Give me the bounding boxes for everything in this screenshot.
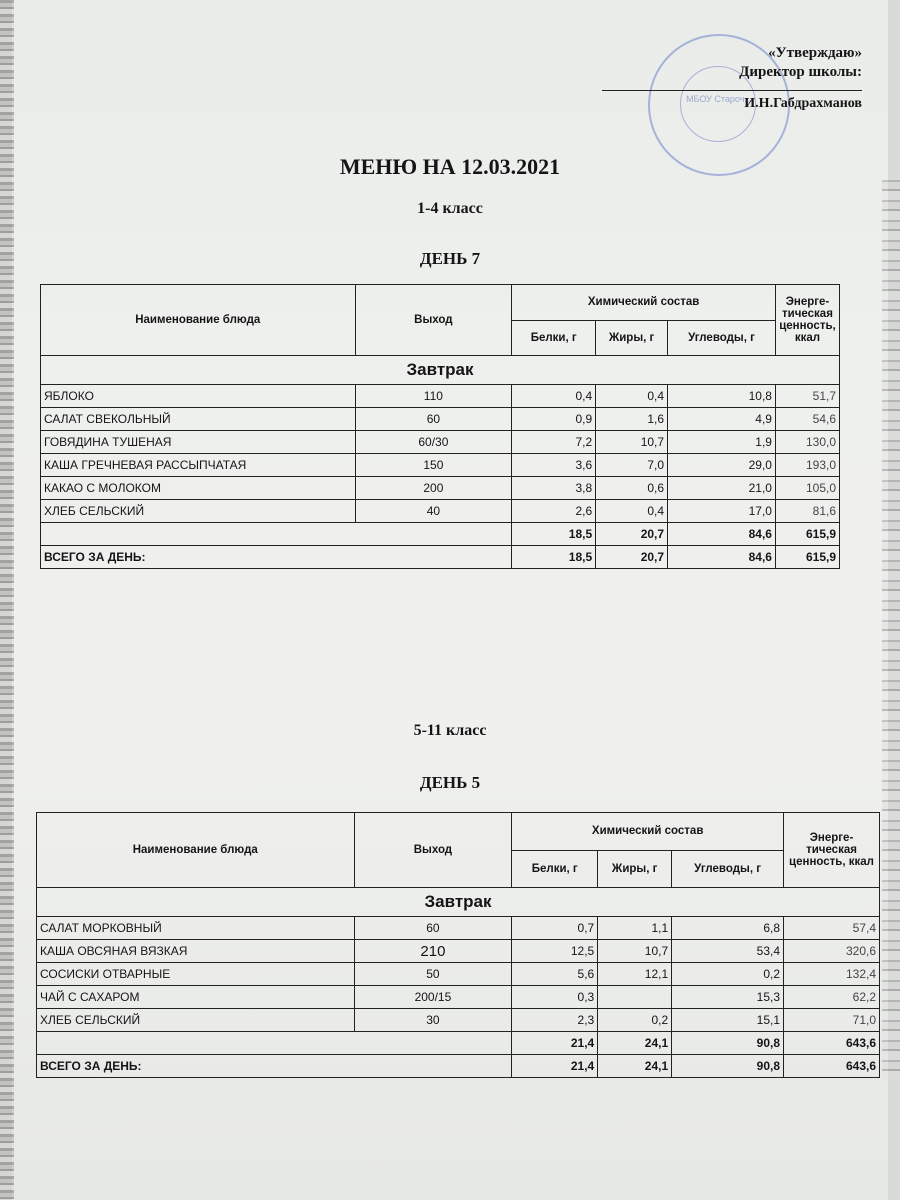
header-protein: Белки, г [512, 320, 596, 356]
dish-fat: 0,2 [598, 1009, 672, 1032]
approval-signer: И.Н.Габдрахманов [602, 90, 862, 113]
header-output: Выход [355, 285, 512, 356]
approval-line-1: «Утверждаю» [768, 45, 862, 61]
dish-protein: 3,6 [512, 454, 596, 477]
dish-carbs: 0,2 [672, 963, 784, 986]
dish-carbs: 6,8 [672, 917, 784, 940]
dish-fat: 1,6 [596, 408, 668, 431]
total-carbs: 84,6 [668, 546, 776, 569]
dish-name: КАША ГРЕЧНЕВАЯ РАССЫПЧАТАЯ [41, 454, 356, 477]
dish-protein: 7,2 [512, 431, 596, 454]
dish-protein: 5,6 [512, 963, 598, 986]
dish-kcal: 54,6 [775, 408, 839, 431]
total-label: ВСЕГО ЗА ДЕНЬ: [37, 1055, 512, 1078]
subtotal-fat: 20,7 [596, 523, 668, 546]
dish-name: ХЛЕБ СЕЛЬСКИЙ [37, 1009, 355, 1032]
dish-output: 150 [355, 454, 512, 477]
dish-fat: 0,6 [596, 477, 668, 500]
dish-fat: 1,1 [598, 917, 672, 940]
dish-output: 200/15 [354, 986, 512, 1009]
dish-name: ХЛЕБ СЕЛЬСКИЙ [41, 500, 356, 523]
dish-output: 60 [355, 408, 512, 431]
dish-output: 60/30 [355, 431, 512, 454]
dish-protein: 3,8 [512, 477, 596, 500]
header-fat: Жиры, г [598, 850, 672, 888]
subtotal-row [37, 1032, 880, 1055]
header-dish: Наименование блюда [37, 813, 355, 888]
subtotal-blank [37, 1032, 512, 1055]
total-kcal: 643,6 [784, 1055, 880, 1078]
total-label: ВСЕГО ЗА ДЕНЬ: [41, 546, 512, 569]
subtotal-row [41, 523, 840, 546]
dish-output: 50 [354, 963, 512, 986]
meal-label: Завтрак [37, 888, 880, 917]
header-chem: Химический состав [512, 285, 776, 321]
dish-fat [598, 986, 672, 1009]
table-row [41, 385, 840, 408]
dish-fat: 0,4 [596, 385, 668, 408]
dish-carbs: 15,3 [672, 986, 784, 1009]
total-carbs: 90,8 [672, 1055, 784, 1078]
approval-line-2: Директор школы: [739, 64, 862, 80]
total-fat: 24,1 [598, 1055, 672, 1078]
table-row [37, 1009, 880, 1032]
dish-name: ГОВЯДИНА ТУШЕНАЯ [41, 431, 356, 454]
table-row [37, 917, 880, 940]
subtotal-protein: 21,4 [512, 1032, 598, 1055]
section-1-day: ДЕНЬ 7 [419, 249, 481, 268]
section-1-class: 1-4 класс [417, 200, 483, 217]
table-row [41, 500, 840, 523]
dish-carbs: 10,8 [668, 385, 776, 408]
header-energy: Энерге-тическая ценность, ккал [784, 813, 880, 888]
approval-block [602, 44, 862, 113]
header-dish: Наименование блюда [41, 285, 356, 356]
dish-kcal: 132,4 [784, 963, 880, 986]
total-protein: 21,4 [512, 1055, 598, 1078]
subtotal-kcal: 643,6 [784, 1032, 880, 1055]
header-protein: Белки, г [512, 850, 598, 888]
dish-carbs: 21,0 [668, 477, 776, 500]
menu-table-2 [36, 812, 880, 1078]
header-chem: Химический состав [512, 813, 784, 851]
dish-protein: 0,3 [512, 986, 598, 1009]
dish-protein: 12,5 [512, 940, 598, 963]
scan-edge-right [882, 180, 900, 1080]
dish-kcal: 193,0 [775, 454, 839, 477]
dish-carbs: 53,4 [672, 940, 784, 963]
total-row [41, 546, 840, 569]
dish-protein: 0,9 [512, 408, 596, 431]
dish-name: КАКАО С МОЛОКОМ [41, 477, 356, 500]
dish-kcal: 320,6 [784, 940, 880, 963]
dish-name: САЛАТ СВЕКОЛЬНЫЙ [41, 408, 356, 431]
dish-fat: 7,0 [596, 454, 668, 477]
dish-fat: 12,1 [598, 963, 672, 986]
dish-name: ЯБЛОКО [41, 385, 356, 408]
dish-protein: 2,6 [512, 500, 596, 523]
dish-kcal: 130,0 [775, 431, 839, 454]
header-output: Выход [354, 813, 512, 888]
section-2-class: 5-11 класс [413, 722, 487, 739]
meal-label: Завтрак [41, 356, 840, 385]
dish-carbs: 4,9 [668, 408, 776, 431]
table-row [41, 477, 840, 500]
dish-kcal: 105,0 [775, 477, 839, 500]
scan-edge-left [0, 0, 14, 1200]
subtotal-carbs: 84,6 [668, 523, 776, 546]
dish-output: 200 [355, 477, 512, 500]
dish-name: САЛАТ МОРКОВНЫЙ [37, 917, 355, 940]
dish-protein: 0,4 [512, 385, 596, 408]
table-row [37, 986, 880, 1009]
subtotal-fat: 24,1 [598, 1032, 672, 1055]
header-fat: Жиры, г [596, 320, 668, 356]
page-title: МЕНЮ НА 12.03.2021 [339, 154, 561, 179]
dish-kcal: 51,7 [775, 385, 839, 408]
dish-output: 210 [354, 940, 512, 963]
dish-output: 110 [355, 385, 512, 408]
header-energy: Энерге-тическая ценность, ккал [775, 285, 839, 356]
table-row [37, 940, 880, 963]
subtotal-kcal: 615,9 [775, 523, 839, 546]
total-protein: 18,5 [512, 546, 596, 569]
dish-kcal: 81,6 [775, 500, 839, 523]
dish-kcal: 71,0 [784, 1009, 880, 1032]
section-2-day: ДЕНЬ 5 [419, 773, 481, 792]
subtotal-carbs: 90,8 [672, 1032, 784, 1055]
dish-output: 30 [354, 1009, 512, 1032]
dish-carbs: 17,0 [668, 500, 776, 523]
table-row [41, 431, 840, 454]
subtotal-blank [41, 523, 512, 546]
dish-output: 60 [354, 917, 512, 940]
dish-kcal: 57,4 [784, 917, 880, 940]
dish-name: СОСИСКИ ОТВАРНЫЕ [37, 963, 355, 986]
table-row [41, 408, 840, 431]
header-carbs: Углеводы, г [672, 850, 784, 888]
subtotal-protein: 18,5 [512, 523, 596, 546]
dish-fat: 0,4 [596, 500, 668, 523]
total-kcal: 615,9 [775, 546, 839, 569]
dish-name: КАША ОВСЯНАЯ ВЯЗКАЯ [37, 940, 355, 963]
total-row [37, 1055, 880, 1078]
dish-kcal: 62,2 [784, 986, 880, 1009]
table-row [37, 963, 880, 986]
dish-output: 40 [355, 500, 512, 523]
dish-carbs: 29,0 [668, 454, 776, 477]
total-fat: 20,7 [596, 546, 668, 569]
dish-carbs: 15,1 [672, 1009, 784, 1032]
dish-fat: 10,7 [596, 431, 668, 454]
dish-name: ЧАЙ С САХАРОМ [37, 986, 355, 1009]
dish-protein: 0,7 [512, 917, 598, 940]
dish-protein: 2,3 [512, 1009, 598, 1032]
dish-fat: 10,7 [598, 940, 672, 963]
menu-table-1 [40, 284, 840, 569]
stamp-text: МБОУ Староч... [686, 94, 752, 104]
header-carbs: Углеводы, г [668, 320, 776, 356]
table-row [41, 454, 840, 477]
dish-carbs: 1,9 [668, 431, 776, 454]
